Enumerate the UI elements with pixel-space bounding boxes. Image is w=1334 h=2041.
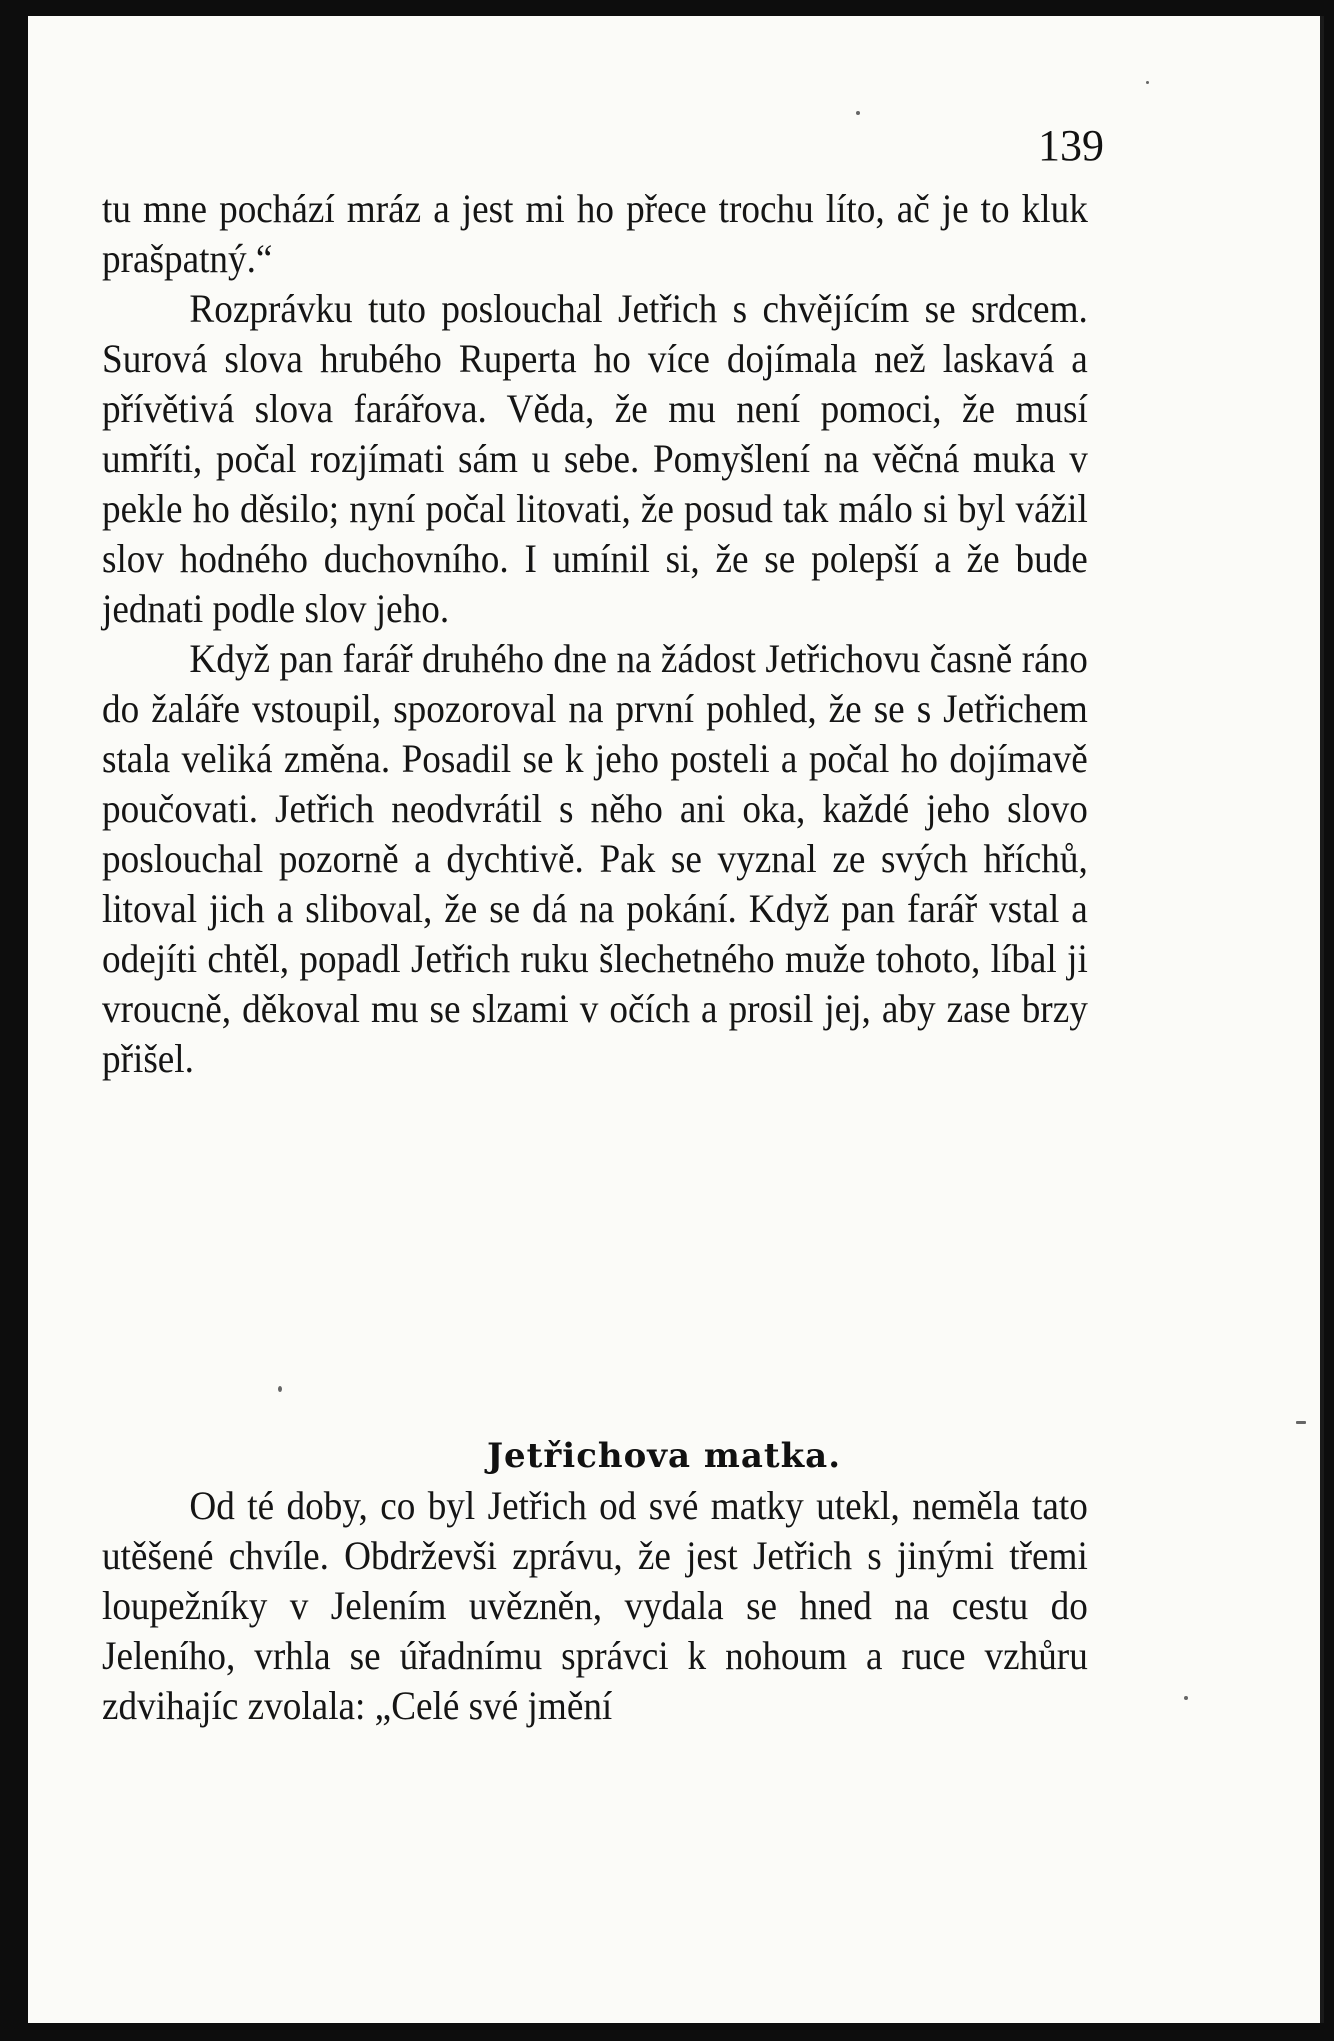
scan-speck	[856, 111, 860, 115]
scan-speck	[1184, 1696, 1188, 1700]
paragraph-4: Od té doby, co byl Jetřich od své matky utekl, neměla tato utěšené chvíle. Obdrževši zprávu, že jest Jetřich s jinými třemi loupežníky v Jelením uvězněn, vydala se hned na cestu do Jeleního, vrhla se úřadnímu správci k nohoum a ruce vzhůru zdvihajíc zvolala: „Celé své jmění	[102, 1483, 1088, 1728]
scan-speck	[278, 1386, 282, 1392]
paragraph-3: Když pan farář druhého dne na žádost Jetřichovu časně ráno do žaláře vstoupil, spozoroval na první pohled, že se s Jetřichem stala veliká změna. Posadil se k jeho posteli a počal ho dojímavě poučovati. Jetřich neodvrátil s něho ani oka, každé jeho slovo poslouchal pozorně a dychtivě. Pak se vyznal ze svých hříchů, litoval jich a sliboval, že se dá na pokání. Když pan farář vstal a odejíti chtěl, popadl Jetřich ruku šlechetného muže tohoto, líbal ji vroucně, děkoval mu se slzami v očích a prosil jej, aby zase brzy přišel.	[102, 636, 1088, 1081]
body-text-bottom	[102, 1481, 1088, 1731]
book-page	[28, 16, 1324, 2023]
section-heading: Jetřichova matka.	[486, 1436, 842, 1476]
scan-speck	[1146, 81, 1149, 84]
body-text-top	[102, 184, 1088, 1084]
paragraph-2: Rozprávku tuto poslouchal Jetřich s chvějícím se srdcem. Surová slova hrubého Ruperta ho více dojímala než laskavá a přívětivá slova farářova. Věda, že mu není pomoci, že musí umříti, počal rozjímati sám u sebe. Pomyšlení na věčná muka v pekle ho děsilo; nyní počal litovati, že posud tak málo si byl vážil slov hodného duchovního. I umínil si, že se polepší a že bude jednati podle slov jeho.	[102, 286, 1088, 631]
paragraph-1: tu mne pochází mráz a jest mi ho přece trochu líto, ač je to kluk prašpatný.“	[102, 186, 1088, 281]
scan-speck	[1296, 1421, 1306, 1424]
page-number: 139	[1038, 121, 1104, 170]
